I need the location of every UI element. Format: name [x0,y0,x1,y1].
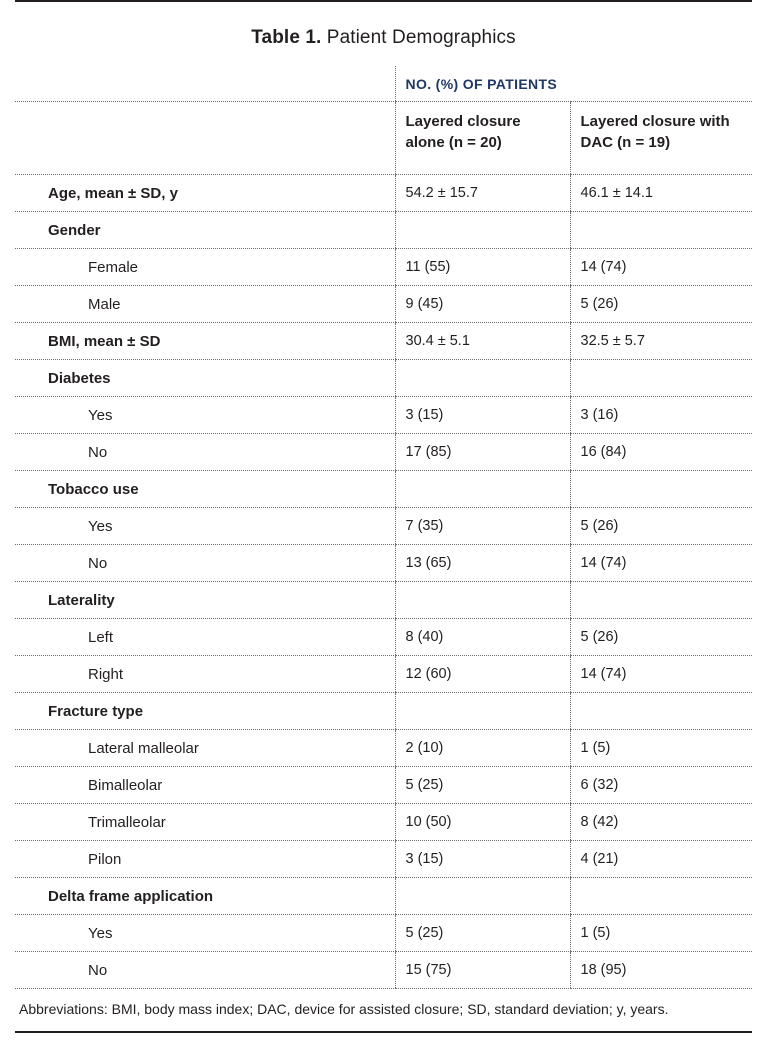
row-value-col1-text: 8 (40) [405,629,444,645]
row-value-col2-text: 1 (5) [580,925,611,941]
row-category-label: BMI, mean ± SD [48,332,161,350]
row-category-label: Diabetes [48,369,111,387]
table-head [15,66,752,175]
row-value-col1 [395,693,570,730]
row-value-col2 [570,582,752,619]
demographics-table [15,66,752,989]
row-value-col2 [570,730,752,767]
table-row [15,656,752,693]
table-row [15,915,752,952]
table-row [15,360,752,397]
row-category-label: Laterality [48,591,115,609]
row-value-col2 [570,693,752,730]
row-value-col2 [570,841,752,878]
table-container [15,0,752,1033]
table-row [15,286,752,323]
row-label-cell [15,656,395,693]
table-row [15,730,752,767]
row-label-cell [15,360,395,397]
row-label-cell [15,545,395,582]
row-label-cell [15,249,395,286]
row-label-cell [15,804,395,841]
row-category-label: Age, mean ± SD, y [48,184,178,202]
row-value-col1-text: 5 (25) [405,925,444,941]
row-sub-label: Male [88,295,121,313]
header-columns-spacer [15,102,395,175]
table-row [15,767,752,804]
table-row [15,471,752,508]
row-label-cell [15,212,395,249]
row-value-col1 [395,767,570,804]
row-value-col2-text: 8 (42) [580,814,619,830]
row-value-col1 [395,582,570,619]
row-value-col1 [395,915,570,952]
row-value-col1 [395,286,570,323]
table-title [15,2,752,66]
row-value-col1 [395,878,570,915]
row-value-col1 [395,360,570,397]
row-value-col1 [395,730,570,767]
row-value-col1 [395,471,570,508]
row-label-cell [15,915,395,952]
row-value-col1-text: 5 (25) [405,777,444,793]
row-value-col1-text: 2 (10) [405,740,444,756]
row-value-col2-text: 3 (16) [580,407,619,423]
table-row [15,878,752,915]
row-value-col1-text: 10 (50) [405,814,452,830]
row-value-col1 [395,397,570,434]
row-value-col1 [395,175,570,212]
header-column-2-label: Layered closure with DAC (n = 19) [580,113,730,151]
row-value-col2 [570,508,752,545]
table-footnote: Abbreviations: BMI, body mass index; DAC, device for assisted closure; SD, standard deviation; y, years. [19,1001,669,1017]
table-row [15,841,752,878]
table-row [15,545,752,582]
row-label-cell [15,730,395,767]
row-sub-label: Female [88,258,139,276]
row-value-col1-text: 30.4 ± 5.1 [405,333,470,349]
row-value-col2-text: 5 (26) [580,296,619,312]
row-value-col1 [395,804,570,841]
row-label-cell [15,767,395,804]
row-value-col1 [395,249,570,286]
row-label-cell [15,175,395,212]
row-sub-label: No [88,443,108,461]
table-row [15,249,752,286]
row-label-cell [15,841,395,878]
table-row [15,434,752,471]
row-value-col1 [395,619,570,656]
row-value-col2-text: 1 (5) [580,740,611,756]
row-value-col1-text: 12 (60) [405,666,452,682]
row-value-col1-text: 7 (35) [405,518,444,534]
row-value-col2 [570,545,752,582]
row-value-col2 [570,804,752,841]
table-row [15,952,752,989]
table-row [15,619,752,656]
row-value-col2 [570,656,752,693]
row-label-cell [15,286,395,323]
row-value-col2 [570,952,752,989]
row-value-col1-text: 17 (85) [405,444,452,460]
row-sub-label: Yes [88,517,113,535]
row-sub-label: Bimalleolar [88,776,163,794]
row-value-col1 [395,212,570,249]
row-value-col1 [395,323,570,360]
table-row [15,212,752,249]
row-value-col2 [570,286,752,323]
header-group-label: NO. (%) OF PATIENTS [405,75,558,92]
row-value-col2 [570,323,752,360]
row-value-col2-text: 14 (74) [580,555,627,571]
row-value-col2 [570,471,752,508]
row-value-col2 [570,249,752,286]
row-value-col1 [395,841,570,878]
row-value-col1-text: 9 (45) [405,296,444,312]
row-label-cell [15,693,395,730]
row-value-col2-text: 6 (32) [580,777,619,793]
row-sub-label: No [88,961,108,979]
row-value-col1-text: 54.2 ± 15.7 [405,185,478,201]
table-title-text: Patient Demographics [326,27,516,48]
row-category-label: Tobacco use [48,480,139,498]
header-group-row [15,66,752,102]
row-value-col1 [395,952,570,989]
table-row [15,693,752,730]
row-value-col2 [570,360,752,397]
row-label-cell [15,582,395,619]
row-sub-label: Yes [88,406,113,424]
row-value-col2 [570,878,752,915]
row-value-col2-text: 14 (74) [580,666,627,682]
row-value-col2-text: 18 (95) [580,962,627,978]
row-label-cell [15,878,395,915]
row-value-col1 [395,508,570,545]
row-value-col2 [570,397,752,434]
row-value-col1 [395,434,570,471]
row-value-col2 [570,175,752,212]
row-sub-label: Pilon [88,850,122,868]
table-bottom-rule [15,1031,752,1033]
row-value-col2 [570,619,752,656]
header-column-1 [395,102,570,175]
row-category-label: Fracture type [48,702,144,720]
row-value-col2-text: 32.5 ± 5.7 [580,333,645,349]
header-column-2 [570,102,752,175]
row-value-col2-text: 16 (84) [580,444,627,460]
row-value-col2 [570,434,752,471]
row-value-col2 [570,915,752,952]
row-label-cell [15,471,395,508]
row-category-label: Delta frame application [48,887,214,905]
header-group-cell [395,66,752,102]
table-title-number: Table 1. [251,27,322,48]
row-value-col1 [395,545,570,582]
row-label-cell [15,619,395,656]
row-value-col1 [395,656,570,693]
table-row [15,175,752,212]
row-sub-label: Left [88,628,114,646]
row-value-col2-text: 14 (74) [580,259,627,275]
row-value-col1-text: 3 (15) [405,407,444,423]
row-label-cell [15,508,395,545]
row-value-col2-text: 46.1 ± 14.1 [580,185,653,201]
row-label-cell [15,434,395,471]
table-row [15,508,752,545]
table-row [15,397,752,434]
header-columns-row [15,102,752,175]
row-value-col2 [570,767,752,804]
row-value-col1-text: 15 (75) [405,962,452,978]
row-value-col1-text: 13 (65) [405,555,452,571]
row-sub-label: No [88,554,108,572]
table-row [15,582,752,619]
row-value-col2-text: 5 (26) [580,518,619,534]
table-row [15,804,752,841]
row-value-col2 [570,212,752,249]
row-category-label: Gender [48,221,101,239]
header-group-spacer [15,66,395,102]
row-sub-label: Lateral malleolar [88,739,199,757]
table-row [15,323,752,360]
header-column-1-label: Layered closure alone (n = 20) [405,113,521,151]
row-label-cell [15,397,395,434]
row-value-col2-text: 5 (26) [580,629,619,645]
row-label-cell [15,323,395,360]
row-value-col1-text: 3 (15) [405,851,444,867]
row-sub-label: Trimalleolar [88,813,166,831]
table-body [15,175,752,989]
row-value-col1-text: 11 (55) [405,259,451,275]
row-sub-label: Yes [88,924,113,942]
row-sub-label: Right [88,665,124,683]
row-value-col2-text: 4 (21) [580,851,619,867]
row-label-cell [15,952,395,989]
